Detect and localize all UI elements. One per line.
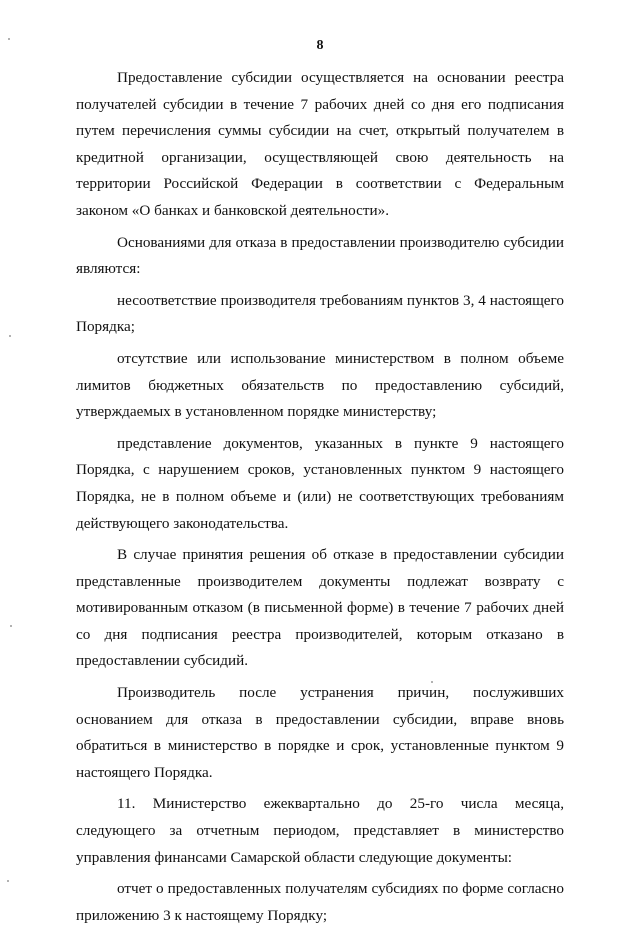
scan-speck	[431, 681, 433, 683]
paragraph-item-11: 11. Министерство ежеквартально до 25-го числа месяца, следующего за отчетным периодом, представляет в министерство управления финансами Самарской области следующие документы:	[76, 795, 564, 866]
paragraph-report: отчет о предоставленных получателям субсидиях по форме согласно приложению 3 к настоящему Порядку;	[76, 880, 564, 924]
paragraph-refusal-grounds-intro: Основаниями для отказа в предоставлении производителю субсидии являются:	[76, 233, 564, 278]
paragraph-refusal-ground-3: представление документов, указанных в пункте 9 настоящего Порядка, с нарушением сроков, установленных пунктом 9 настоящего Порядка, не в полном объеме и (или) не соответствующих требованиям действующего законодательства.	[76, 434, 564, 532]
document-body	[76, 65, 564, 934]
paragraph-subsidy-provision: Предоставление субсидии осуществляется на основании реестра получателей субсидии в течение 7 рабочих дней со дня его подписания путем перечисления суммы субсидии на счет, открытый получателем в кредитной организации, осуществляющей свою деятельность на территории Российской Федерации в соответствии с Федеральным законом «О банках и банковской деятельности».	[76, 69, 564, 219]
scan-speck	[7, 880, 9, 882]
scan-speck	[10, 625, 12, 627]
scan-speck	[9, 335, 11, 337]
paragraph-refusal-ground-1: несоответствие производителя требованиям пунктов 3, 4 настоящего Порядка;	[76, 291, 564, 336]
page-number: 8	[316, 38, 324, 53]
paragraph-refusal-ground-2: отсутствие или использование министерством в полном объеме лимитов бюджетных обязательств по предоставлению субсидий, утверждаемых в установленном порядке министерству;	[76, 349, 564, 421]
paragraph-reapplication: Производитель после устранения причин, послуживших основанием для отказа в предоставлении субсидии, вправе вновь обратиться в министерство в порядке и срок, установленные пунктом 9 настоящего Порядка.	[76, 684, 564, 781]
paragraph-refusal-documents-return: В случае принятия решения об отказе в предоставлении субсидии представленные производителем документы подлежат возврату с мотивированным отказом (в письменной форме) в течение 7 рабочих дней со дня подписания реестра производителей, которым отказано в предоставлении субсидий.	[76, 546, 564, 670]
scan-speck	[8, 38, 10, 40]
